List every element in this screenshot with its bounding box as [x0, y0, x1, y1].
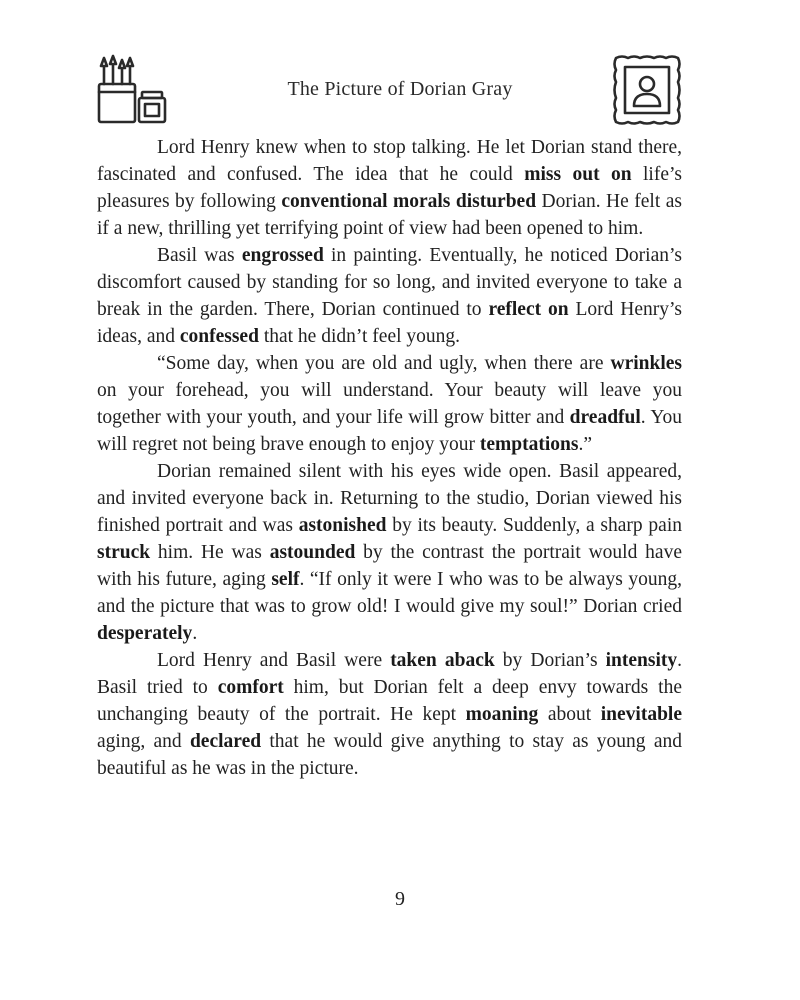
text-run: in painting. Eventually, he noticed Dorian’s discomfort caused by standing for so long, and invited everyone to take a break in the garden. There, Dorian continued to — [97, 245, 682, 320]
paragraph — [97, 134, 682, 242]
vocabulary-term: astounded — [269, 542, 356, 563]
vocabulary-term: engrossed — [241, 245, 324, 266]
text-run: . Basil tried to — [97, 650, 683, 698]
vocabulary-term: declared — [189, 731, 262, 752]
story-text — [97, 134, 682, 782]
paragraph — [97, 242, 682, 350]
text-run: by its beauty. Suddenly, a sharp pain — [386, 515, 682, 536]
text-run: . — [192, 623, 198, 644]
paragraph — [97, 647, 682, 782]
text-run: Lord Henry’s ideas, and — [97, 299, 682, 347]
text-run: Basil was — [157, 245, 242, 266]
vocabulary-term: confessed — [179, 326, 259, 347]
text-run: Lord Henry knew when to stop talking. He let Dorian stand there, fascinated and confused. The idea that he could — [97, 137, 682, 185]
vocabulary-term: reflect on — [488, 299, 569, 320]
vocabulary-term: comfort — [217, 677, 284, 698]
running-header-title: The Picture of Dorian Gray — [287, 78, 513, 100]
text-run: . “If only it were I who was to be always young, and the picture that was to grow old! I would give my soul!” Dorian cried — [97, 569, 683, 617]
vocabulary-term: conventional morals disturbed — [281, 191, 537, 212]
text-run: Dorian remained silent with his eyes wide open. Basil appeared, and invited everyone back in. Returning to the studio, Dorian viewed his finished portrait and was — [97, 461, 682, 536]
paragraph — [97, 458, 682, 647]
vocabulary-term: miss out on — [524, 164, 632, 185]
vocabulary-term: self — [271, 569, 300, 590]
text-run: life’s pleasures by following — [97, 164, 682, 212]
text-run: by Dorian’s — [494, 650, 606, 671]
vocabulary-term: struck — [97, 542, 151, 563]
vocabulary-term: wrinkles — [610, 353, 682, 374]
text-run: about — [538, 704, 601, 725]
text-run: . You will regret not being brave enough to enjoy your — [97, 407, 682, 455]
vocabulary-term: inevitable — [600, 704, 682, 725]
vocabulary-term: taken aback — [390, 650, 495, 671]
vocabulary-term: astonished — [298, 515, 387, 536]
framed-portrait-icon — [612, 54, 682, 126]
text-run: that he didn’t feel young. — [258, 326, 461, 347]
text-run: Dorian. He felt as if a new, thrilling yet terrifying point of view had been opened to him. — [97, 191, 682, 239]
text-run: him. He was — [150, 542, 270, 563]
text-run: him, but Dorian felt a deep envy towards the unchanging beauty of the portrait. He kept — [97, 677, 682, 725]
vocabulary-term: moaning — [465, 704, 539, 725]
page-number: 9 — [395, 888, 405, 910]
text-run: .” — [578, 434, 592, 455]
text-run: Lord Henry and Basil were — [157, 650, 391, 671]
vocabulary-term: desperately — [97, 623, 193, 644]
vocabulary-term: dreadful — [569, 407, 641, 428]
text-run: aging, and — [97, 731, 190, 752]
paragraph — [97, 350, 682, 458]
vocabulary-term: intensity — [605, 650, 678, 671]
vocabulary-term: temptations — [479, 434, 579, 455]
text-run: that he would give anything to stay as young and beautiful as he was in the picture. — [97, 731, 682, 779]
text-run: on your forehead, you will understand. Your beauty will leave you together with your youth, and your life will grow bitter and — [97, 380, 682, 428]
text-run: “Some day, when you are old and ugly, when there are — [157, 353, 611, 374]
text-run: by the contrast the portrait would have with his future, aging — [97, 542, 682, 590]
